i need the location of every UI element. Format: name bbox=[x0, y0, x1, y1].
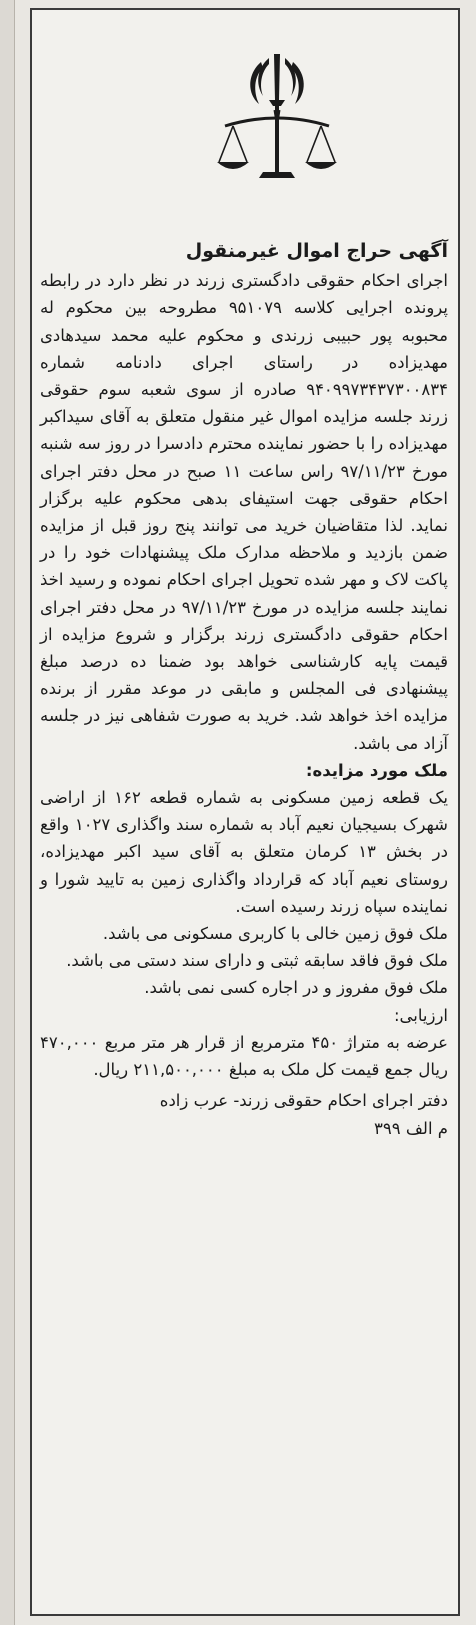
scales-of-justice-emblem-icon bbox=[217, 50, 337, 180]
property-description: یک قطعه زمین مسکونی به شماره قطعه ۱۶۲ از اراضی شهرک بسیجیان نعیم آباد به شماره سند واگذاری ۱۰۲۷ واقع در بخش ۱۳ کرمان متعلق به آقای سید اکبر مهدیزاده، روستای نعیم آباد که قرارداد واگذاری زمین به تایید شورا و نماینده سپاه زرند رسیده است. bbox=[40, 788, 448, 916]
property-heading: ملک مورد مزایده: bbox=[305, 760, 448, 780]
notice-title: آگهی حراج اموال غیرمنقول bbox=[185, 240, 448, 262]
notice-body bbox=[40, 238, 448, 1142]
property-note-3: ملک فوق مفروز و در اجاره کسی نمی باشد. bbox=[144, 978, 448, 998]
notice-code: م الف ۳۹۹ bbox=[374, 1118, 448, 1138]
adjacent-column-edge bbox=[0, 0, 15, 1625]
legal-notice bbox=[30, 8, 460, 1616]
valuation-heading: ارزیابی: bbox=[393, 1005, 448, 1025]
valuation-text: عرضه به متراژ ۴۵۰ مترمربع از قرار هر متر مربع ۴۷۰,۰۰۰ ریال جمع قیمت کل ملک به مبلغ ۲۱۱,۵۰۰,۰۰۰ ریال. bbox=[40, 1032, 449, 1080]
property-note-1: ملک فوق زمین خالی با کاربری مسکونی می باشد. bbox=[102, 924, 448, 944]
signature-line: دفتر اجرای احکام حقوقی زرند- عرب زاده bbox=[159, 1091, 448, 1111]
notice-intro-paragraph: اجرای احکام حقوقی دادگستری زرند در نظر دارد در رابطه پرونده اجرایی کلاسه ۹۵۱۰۷۹ مطروحه بین محکوم له محبوبه پور حبیبی زرندی و محکوم علیه محمد سیدهادی مهدیزاده در راستای اجرای دادنامه شماره ۹۴۰۹۹۷۳۴۳۷۳۰۰۸۳۴ صادره از سوی شعبه سوم حقوقی زرند جلسه مزایده اموال غیر منقول متعلق به آقای سیداکبر مهدیزاده را با حضور نماینده محترم دادسرا در روز سه شنبه مورخ ۹۷/۱۱/۲۳ راس ساعت ۱۱ صبح در محل دفتر اجرای احکام حقوقی جهت استیفای بدهی محکوم علیه برگزار نماید. لذا متقاضیان خرید می توانند پنج روز قبل از مزایده ضمن بازدید و ملاحظه مدارک ملک پیشنهادات خود را در پاکت لاک و مهر شده تحویل اجرای احکام نموده و رسید اخذ نمایند جلسه مزایده در مورخ ۹۷/۱۱/۲۳ در محل دفتر اجرای احکام حقوقی دادگستری زرند برگزار و شروع مزایده از قیمت پایه کارشناسی خواهد بود ضمنا ده درصد مبلغ پیشنهادی فی المجلس و مابقی در موعد مقرر از برنده مزایده اخذ خواهد شد. خرید به صورت شفاهی نیز در جلسه آزاد می باشد. bbox=[40, 271, 449, 753]
property-note-2: ملک فوق فاقد سابقه ثبتی و دارای سند دستی می باشد. bbox=[66, 951, 448, 971]
